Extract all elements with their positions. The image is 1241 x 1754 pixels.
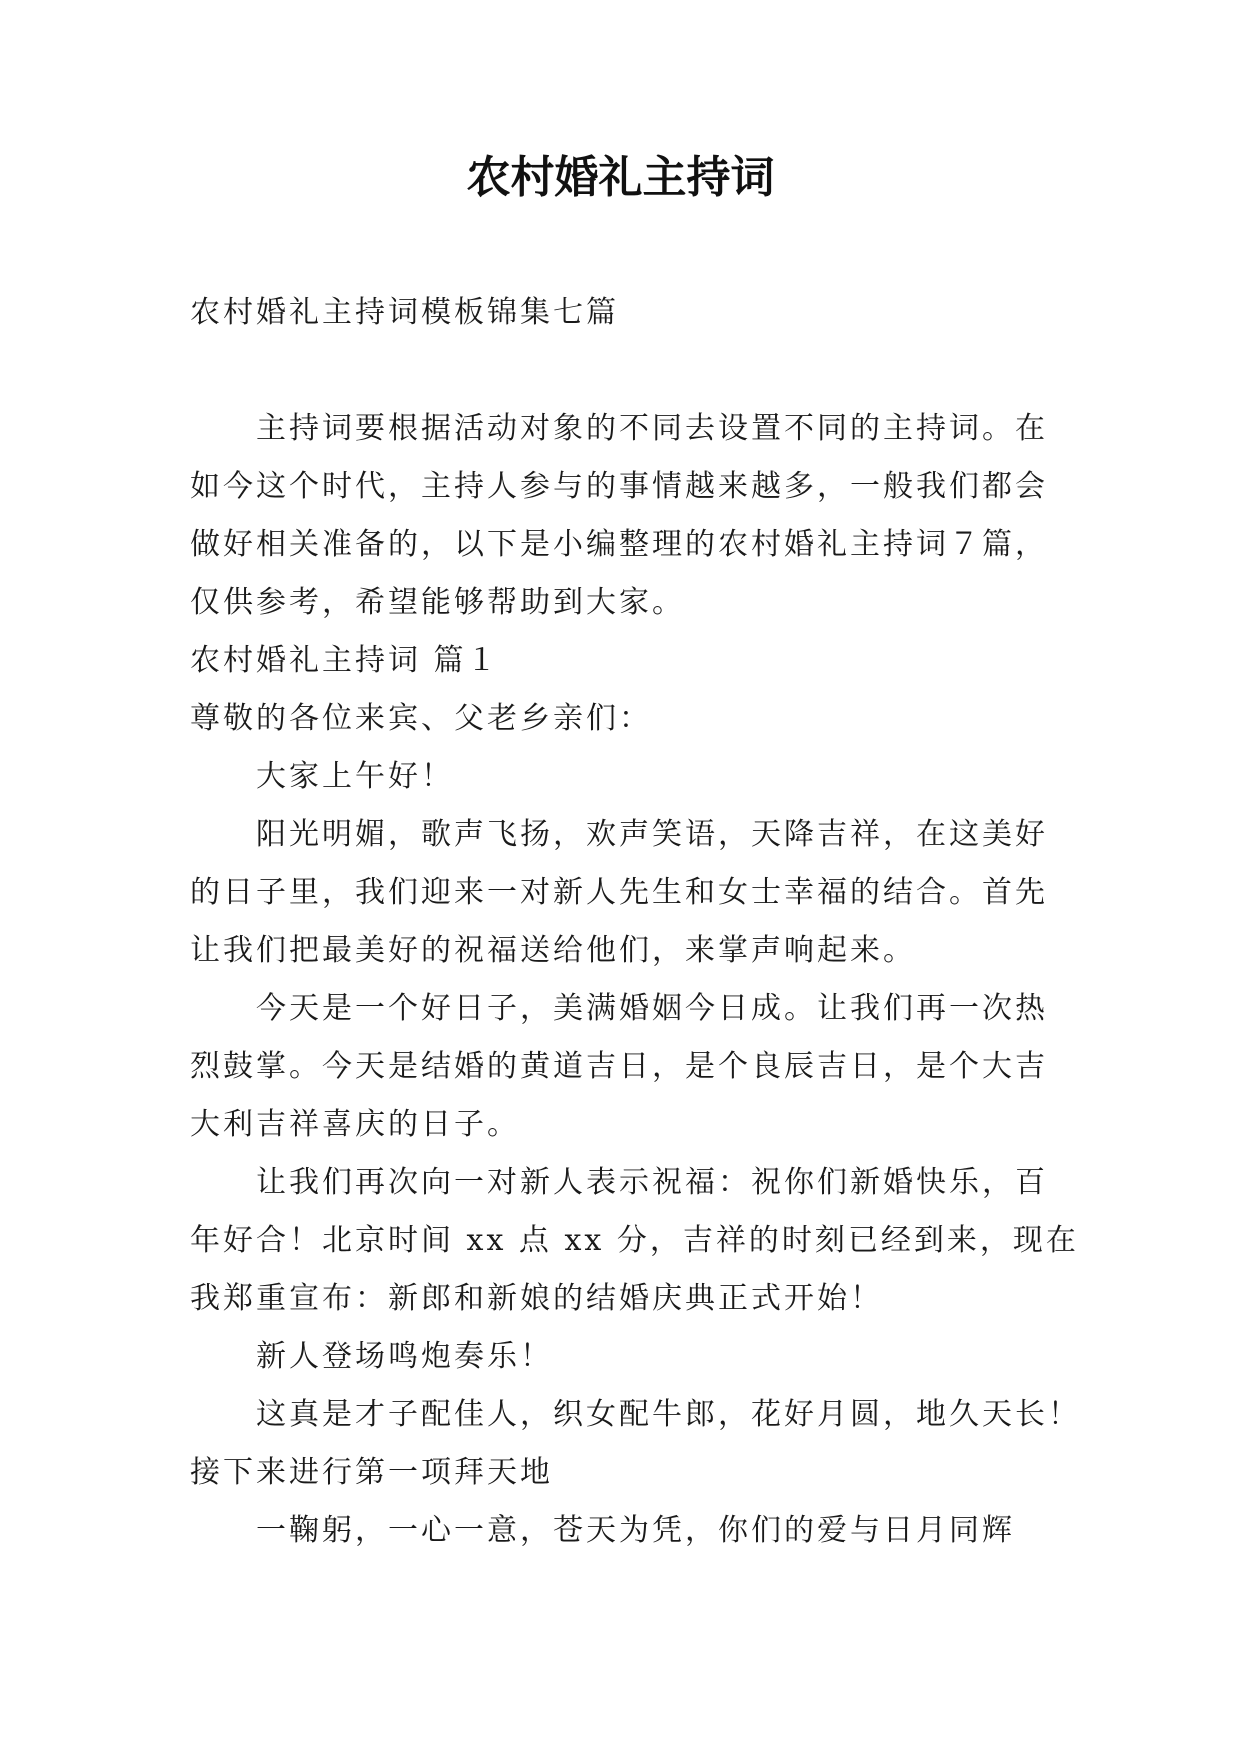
paragraph-line: 做好相关准备的，以下是小编整理的农村婚礼主持词７篇， (190, 527, 1048, 562)
paragraph-line: 如今这个时代，主持人参与的事情越来越多，一般我们都会 (190, 469, 1048, 504)
section-heading: 农村婚礼主持词 篇１ (190, 643, 500, 678)
paragraph-line: 仅供参考，希望能够帮助到大家。 (190, 585, 685, 620)
document-title: 农村婚礼主持词 (466, 152, 775, 203)
paragraph-line: 大家上午好！ (256, 759, 454, 794)
paragraph-line: 今天是一个好日子，美满婚姻今日成。让我们再一次热 (256, 991, 1048, 1026)
paragraph-line: 大利吉祥喜庆的日子。 (190, 1107, 520, 1142)
paragraph-line: 主持词要根据活动对象的不同去设置不同的主持词。在 (256, 411, 1048, 446)
document-subtitle: 农村婚礼主持词模板锦集七篇 (190, 295, 619, 330)
paragraph-line: 让我们再次向一对新人表示祝福：祝你们新婚快乐，百 (256, 1165, 1048, 1200)
paragraph-line: 接下来进行第一项拜天地 (190, 1455, 553, 1490)
paragraph-line: 一鞠躬，一心一意，苍天为凭，你们的爱与日月同辉 (256, 1513, 1015, 1548)
paragraph-line: 烈鼓掌。今天是结婚的黄道吉日，是个良辰吉日，是个大吉 (190, 1049, 1048, 1084)
paragraph-line: 这真是才子配佳人，织女配牛郎，花好月圆，地久天长！ (256, 1397, 1081, 1432)
salutation-line: 尊敬的各位来宾、父老乡亲们： (190, 701, 652, 736)
paragraph-line: 新人登场鸣炮奏乐！ (256, 1339, 553, 1374)
paragraph-line: 的日子里，我们迎来一对新人先生和女士幸福的结合。首先 (190, 875, 1048, 910)
paragraph-line: 年好合！北京时间 xx 点 xx 分，吉祥的时刻已经到来，现在 (190, 1223, 1079, 1258)
paragraph-line: 阳光明媚，歌声飞扬，欢声笑语，天降吉祥，在这美好 (256, 817, 1048, 852)
document-body (190, 400, 1081, 1560)
paragraph-line: 我郑重宣布：新郎和新娘的结婚庆典正式开始！ (190, 1281, 883, 1316)
paragraph-line: 让我们把最美好的祝福送给他们，来掌声响起来。 (190, 933, 916, 968)
